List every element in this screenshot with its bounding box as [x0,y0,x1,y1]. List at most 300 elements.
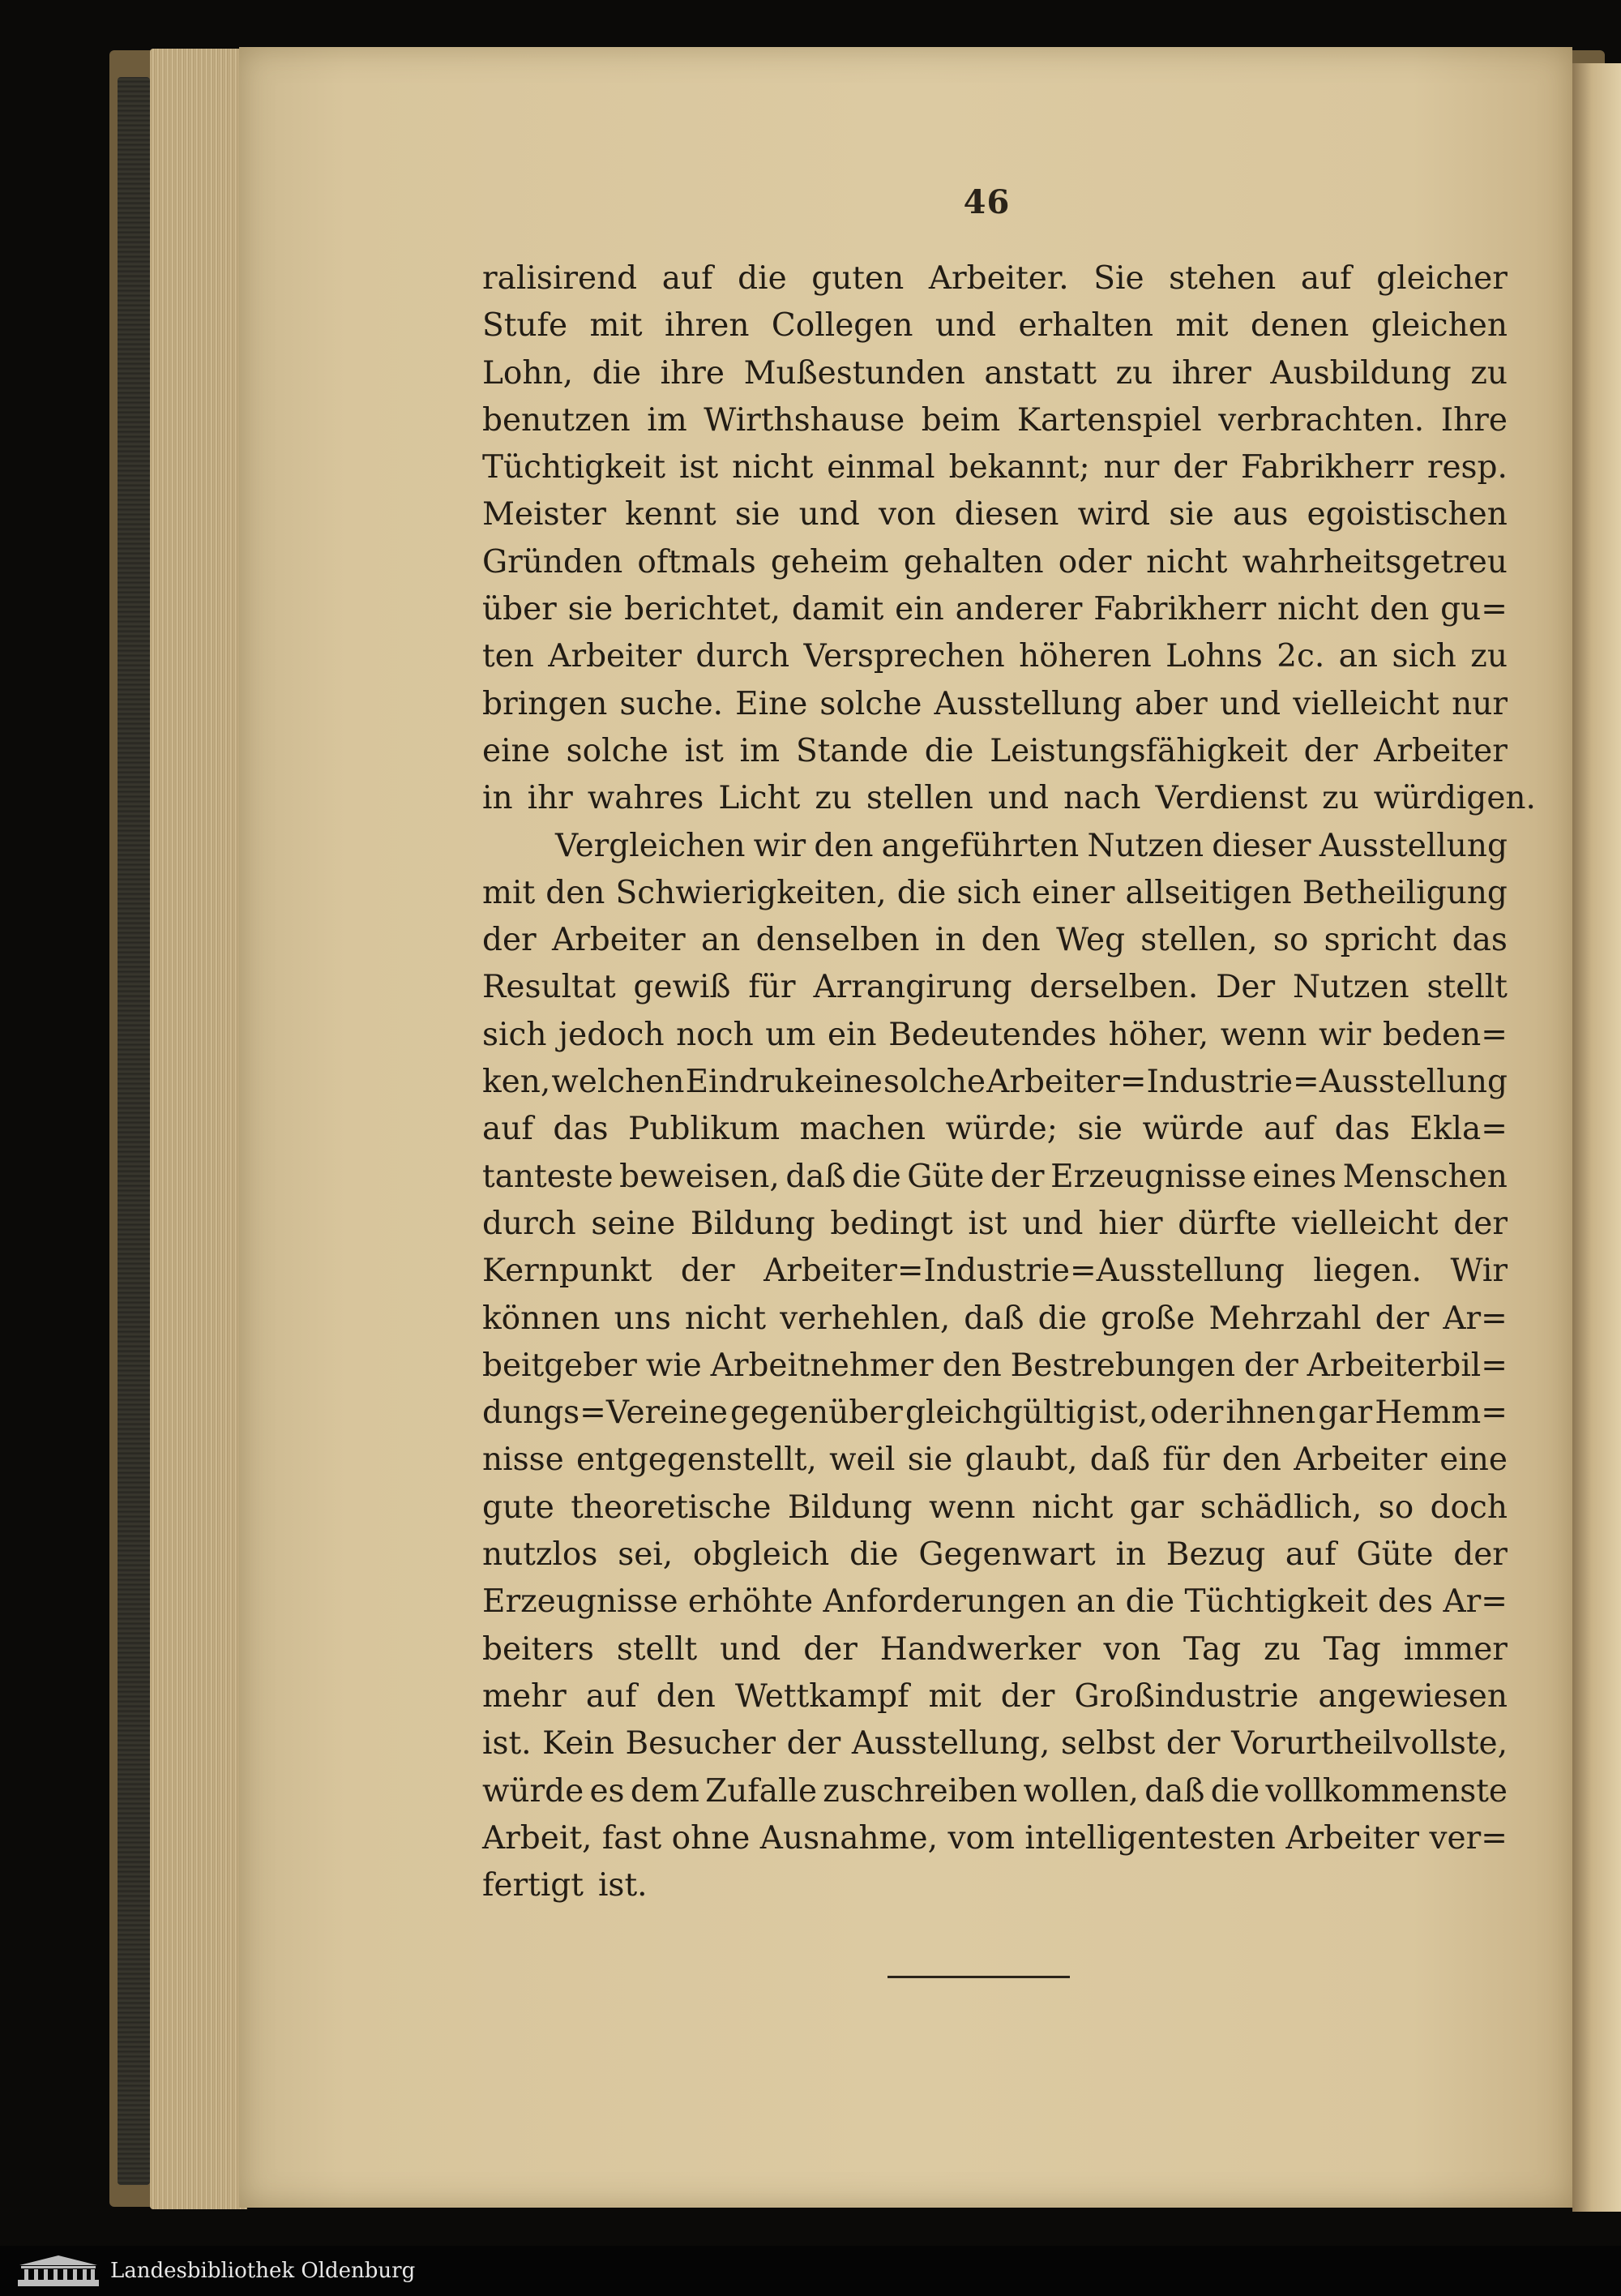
word: ist [968,1205,1007,1242]
word: verbrachten. [1218,401,1425,439]
word: Ausstellung, [851,1725,1050,1763]
word: vollkommenste [1265,1772,1508,1810]
word: Stufe [482,307,568,345]
word: der [1375,1300,1430,1337]
text-line [482,1343,1508,1390]
word: die [592,354,642,392]
word: die [852,1158,901,1195]
word: oftmals [637,543,756,580]
word: den [545,874,605,911]
word: glaubt, [964,1441,1078,1479]
word: Licht [718,780,801,817]
word: spricht [1324,922,1437,959]
word: seine [591,1205,676,1242]
word: bekannt; [948,449,1090,486]
word: machen [799,1111,926,1148]
word: oder [1058,543,1131,580]
word: wahrheitsgetreu [1242,543,1508,580]
word: Sie [1093,260,1144,297]
word: Ar= [1443,1583,1508,1621]
word: oder [1150,1394,1224,1432]
word: an [1076,1583,1116,1621]
word: gewiß [633,969,731,1006]
word: Arbeiter=Industrie=Ausstellung [763,1253,1285,1290]
word: den [656,1677,716,1715]
word: aus [1232,496,1289,533]
word: die [1125,1583,1175,1621]
word: Arbeiter [548,638,682,675]
word: gu= [1440,591,1508,628]
word: ein [895,591,944,628]
word: ihnen [1225,1394,1316,1432]
text-line [482,1673,1508,1720]
word: stellt [1426,969,1508,1006]
text-line [482,728,1508,775]
word: suche. [619,685,724,722]
word: Kartenspiel [1016,401,1202,439]
word: benutzen [482,401,631,439]
word: zu [1470,354,1508,392]
word: mit [928,1677,982,1715]
word: für [1162,1441,1210,1479]
text-line [482,1390,1508,1437]
text-line [482,539,1508,586]
word: große [1101,1300,1195,1337]
word: das [1452,922,1508,959]
word: Ausnahme, [759,1819,939,1857]
word: und [1022,1205,1084,1242]
word: Ar= [1443,1300,1508,1337]
word: zu [1264,1630,1301,1668]
word: diesen [954,496,1059,533]
word: bringen [482,685,608,722]
word: beim [921,401,1001,439]
word: Versprechen [803,638,1005,675]
word: Vergleichen [555,827,746,864]
word: ist [684,732,724,769]
word: der [680,1253,735,1290]
word: wie [645,1347,702,1384]
word: mehr [482,1677,567,1715]
word: wenn [1220,1016,1307,1053]
text-line [482,823,1508,870]
word: ver= [1429,1819,1508,1857]
word: Erzeugnisse [482,1583,678,1621]
word: Collegen [771,307,913,345]
text-line [482,1720,1508,1767]
word: beden= [1383,1016,1508,1053]
word: nicht [1277,591,1359,628]
word: Ihre [1440,401,1508,439]
word: Ausstellung [934,685,1123,722]
word: welchen [551,1064,685,1101]
text-line [482,1154,1508,1201]
word: im [739,732,781,769]
word: weil [829,1441,896,1479]
word: vielleicht [1291,1205,1439,1242]
text-line [482,1578,1508,1626]
word: Lohn, [482,354,574,392]
word: würde [482,1772,584,1810]
word: einmal [827,449,935,486]
word: zu [815,780,853,817]
word: Eindruk [685,1064,814,1101]
word: der [1453,1205,1508,1242]
word: so [1378,1489,1414,1526]
word: ist. [482,1725,532,1763]
word: erhöhte [687,1583,814,1621]
word: und [1219,685,1281,722]
page-stack-edges [150,49,247,2209]
text-line [482,444,1508,491]
word: der [786,1725,841,1763]
word: mit [589,307,643,345]
word: ist, [1098,1394,1148,1432]
word: angewiesen [1318,1677,1508,1715]
word: 2c. [1277,638,1325,675]
text-line [482,1437,1508,1484]
word: allseitigen [1125,874,1292,911]
text-line [482,1201,1508,1248]
word: guten [811,260,905,297]
word: kennt [625,496,716,533]
word: dürfte [1178,1205,1277,1242]
word: solche [566,732,669,769]
word: Besucher [625,1725,776,1763]
word: Bedeutendes [888,1016,1097,1053]
word: doch [1430,1489,1508,1526]
text-line [482,586,1508,633]
word: selbst [1061,1725,1156,1763]
word: in [935,922,966,959]
word: Meister [482,496,606,533]
word: Wirthshause [704,401,905,439]
word: das [1334,1111,1390,1148]
word: in [1115,1536,1147,1574]
word: ihre [660,354,725,392]
text-line [482,350,1508,397]
word: der [1453,1536,1508,1574]
word: verhehlen, [780,1300,951,1337]
word: angeführten [881,827,1080,864]
word: Publikum [628,1111,781,1148]
word: Güte [907,1158,985,1195]
word: ein [827,1016,877,1053]
word: Arbeiter [551,922,686,959]
word: stehen [1169,260,1277,297]
word: an [700,922,741,959]
word: Mehrzahl [1208,1300,1362,1337]
word: Arbeit, [482,1819,592,1857]
word: dungs=Vereine [482,1394,728,1432]
text-line [482,870,1508,917]
library-building-icon [16,2254,101,2288]
word: denselben [755,922,920,959]
word: Großindustrie [1074,1677,1299,1715]
word: den [942,1347,1002,1384]
text-line [482,1296,1508,1343]
word: nach [1063,780,1141,817]
word: Lohns [1165,638,1263,675]
word: können [482,1300,601,1337]
word: Kein [542,1725,614,1763]
word: der [482,922,537,959]
word: solche [819,685,922,722]
word: Hemm= [1375,1394,1508,1432]
word: nur [1103,449,1160,486]
text-line [482,1626,1508,1673]
word: die [1210,1772,1260,1810]
word: Handwerker [879,1630,1081,1668]
word: ken, [482,1064,551,1101]
word: ihren [665,307,750,345]
word: auf [1264,1111,1315,1148]
word: gleicher [1376,260,1508,297]
word: Erzeugnisse [1050,1158,1247,1195]
word: gute [482,1489,554,1526]
word: wenn [928,1489,1016,1526]
word: egoistischen [1307,496,1508,533]
word: anderer [955,591,1083,628]
word: sie [734,496,781,533]
word: geheim [770,543,889,580]
word: einer [1032,874,1115,911]
word: Kernpunkt [482,1253,652,1290]
word: sei, [618,1536,674,1574]
body-text [482,255,1536,1909]
word: daß [1089,1441,1151,1479]
text-line [482,302,1508,349]
word: von [1103,1630,1161,1668]
text-line [482,633,1508,680]
word: Wettkampf [734,1677,909,1715]
word: Bestrebungen [1010,1347,1236,1384]
word: dem [630,1772,699,1810]
text-line [482,1248,1508,1295]
word: eine [815,1064,883,1101]
word: ihr [527,780,573,817]
word: mit [1175,307,1229,345]
word: den [1370,591,1430,628]
word: Arbeiter [1285,1819,1420,1857]
word: höheren [1019,638,1152,675]
word: sie [1169,496,1214,533]
word: für [748,969,796,1006]
word: nisse [482,1441,564,1479]
word: Nutzen [1293,969,1409,1006]
word: derselben. [1029,969,1199,1006]
word: würde [1142,1111,1244,1148]
word: auf [661,260,713,297]
word: die [896,874,947,911]
text-line [482,1012,1508,1059]
word: sie [907,1441,953,1479]
word: stellt [616,1630,698,1668]
word: theoretische [571,1489,772,1526]
text-line [482,775,1536,822]
word: auf [1300,260,1352,297]
word: ohne [671,1819,751,1857]
text-line [482,1484,1508,1531]
word: die [1037,1300,1088,1337]
word: Schwierigkeiten, [615,874,887,911]
text-line [482,491,1508,538]
word: auf [1285,1536,1337,1574]
word: sie [567,591,614,628]
word: eine [482,732,550,769]
word: sich [1392,638,1456,675]
word: die [924,732,974,769]
word: Ausstellung [1319,827,1508,864]
word: gleichgültig [905,1394,1097,1432]
word: Arbeiter. [928,260,1069,297]
word: solche [883,1064,986,1101]
word: nicht [684,1300,767,1337]
word: vom [947,1819,1015,1857]
word: Bildung [787,1489,913,1526]
text-line [482,1106,1508,1153]
word: der [1165,1725,1221,1763]
word: gehalten [903,543,1044,580]
word: Arbeiter [1294,1441,1427,1479]
text-line [482,1862,1508,1909]
word: es [589,1772,625,1810]
word: beitgeber [482,1347,637,1384]
word: tanteste [482,1158,614,1195]
word: ten [482,638,534,675]
word: Arbeiter=Industrie=Ausstellung [986,1064,1508,1101]
word: stellen [866,780,973,817]
word: Verdienst [1155,780,1308,817]
word: zu [1322,780,1359,817]
word: dieser [1212,827,1311,864]
word: Güte [1356,1536,1434,1574]
word: daß [1144,1772,1205,1810]
book-gutter [1572,63,1621,2212]
word: Stande [796,732,909,769]
word: sie [1077,1111,1123,1148]
text-line [482,1768,1508,1815]
word: Arrangirung [813,969,1012,1006]
word: würdigen. [1373,780,1536,817]
word: liegen. [1313,1253,1422,1290]
word: obgleich [692,1536,830,1574]
word: berichtet, [624,591,781,628]
word: Tüchtigkeit [1184,1583,1368,1621]
text-line [482,917,1508,964]
word: wir [1318,1016,1371,1053]
word: und [987,780,1050,817]
word: stellen, [1140,922,1258,959]
word: sich [482,1016,547,1053]
word: um [765,1016,816,1053]
word: immer [1403,1630,1508,1668]
word: gar [1129,1489,1184,1526]
word: jedoch [558,1016,665,1053]
word: gar [1318,1394,1373,1432]
word: eine [1439,1441,1508,1479]
footer-bar [0,2246,1621,2296]
word: wird [1077,496,1151,533]
word: Fabrikherr [1093,591,1267,628]
word: auf [585,1677,637,1715]
word: und [935,307,997,345]
word: Arbeitnehmer [710,1347,934,1384]
text-line [482,681,1508,728]
word: nicht [732,449,814,486]
word: wahres [587,780,704,817]
word: Resultat [482,969,616,1006]
word: mit [482,874,536,911]
word: Anforderungen [823,1583,1067,1621]
word: der [803,1630,858,1668]
word: den [981,922,1041,959]
word: Tag [1183,1630,1242,1668]
book-cover-spine [118,77,150,2185]
word: Betheiligung [1302,874,1508,911]
word: beiters [482,1630,594,1668]
word: die [738,260,787,297]
word: Eine [735,685,808,722]
word: zu [1470,638,1508,675]
word: nicht [1146,543,1228,580]
word: erhalten [1018,307,1153,345]
word: Der [1216,969,1276,1006]
text-line [482,1815,1508,1862]
word: anstatt [984,354,1097,392]
word: Ekla= [1409,1111,1508,1148]
word: und [798,496,860,533]
page-number: 46 [963,183,1011,221]
word: denen [1250,307,1349,345]
word: wollen, [1023,1772,1139,1810]
word: Gründen [482,543,623,580]
word: Ausbildung [1270,354,1452,392]
word: Bildung [690,1205,815,1242]
word: von [878,496,936,533]
word: der [990,1158,1045,1195]
word: Weg [1056,922,1126,959]
word: nur [1452,685,1508,722]
word: und [720,1630,781,1668]
word: Tüchtigkeit [482,449,666,486]
word: fertigt [482,1867,584,1904]
text-line [482,964,1508,1011]
word: durch [482,1205,576,1242]
word: in [482,780,513,817]
word: würde; [945,1111,1058,1148]
word: wir [753,827,806,864]
word: der [1173,449,1228,486]
word: an [1338,638,1379,675]
word: eines [1252,1158,1337,1195]
word: im [647,401,687,439]
word: bedingt [830,1205,953,1242]
word: der [1303,732,1358,769]
word: damit [791,591,884,628]
word: Bezug [1165,1536,1266,1574]
word: ist. [597,1867,648,1904]
end-rule [887,1976,1070,1978]
word: entgegenstellt, [575,1441,817,1479]
word: des [1377,1583,1434,1621]
library-name: Landesbibliothek Oldenburg [110,2259,416,2283]
word: so [1272,922,1309,959]
word: Nutzen [1087,827,1204,864]
word: der [1000,1677,1055,1715]
word: hier [1098,1205,1163,1242]
text-line [482,1059,1508,1106]
